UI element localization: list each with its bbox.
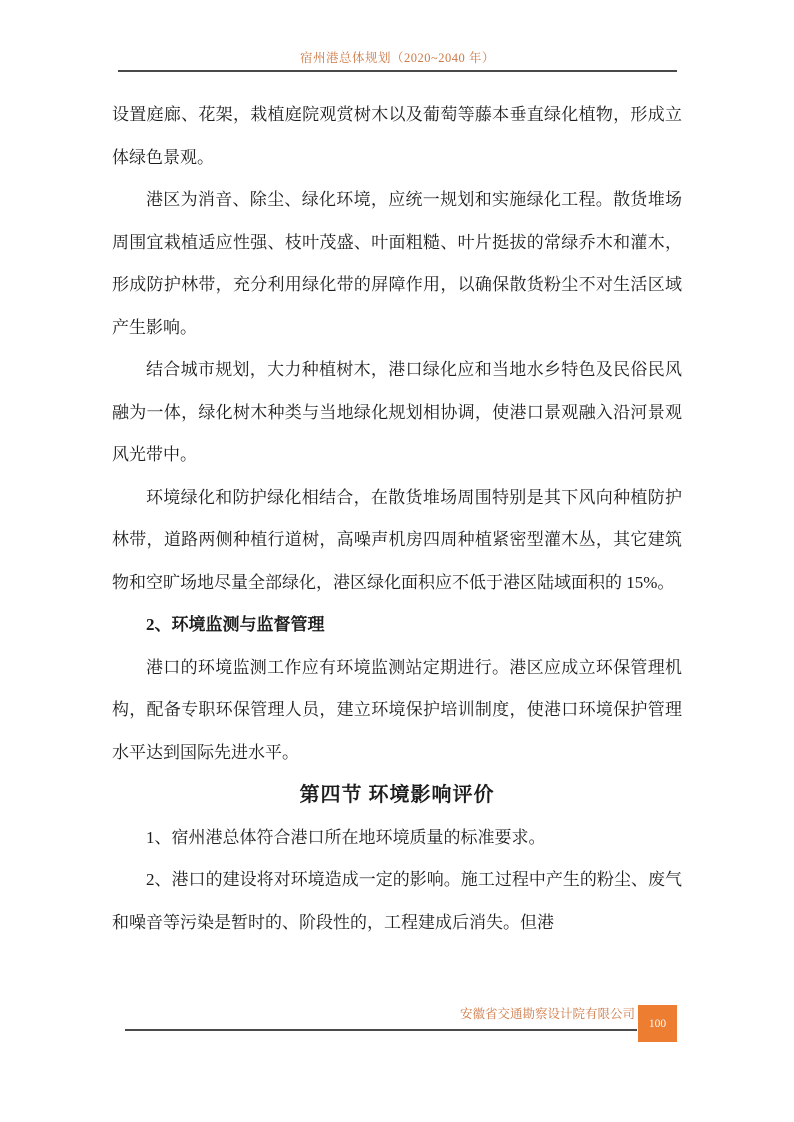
paragraph-impact-item-1: 1、宿州港总体符合港口所在地环境质量的标准要求。 xyxy=(146,827,546,847)
page-header xyxy=(118,0,677,72)
paragraph-protective-greening: 环境绿化和防护绿化相结合，在散货堆场周围特别是其下风向种植防护林带，道路两侧种植行道树，高噪声机房四周种植紧密型灌木丛，其它建筑物和空旷场地尽量全部绿化，港区绿化面积应不低于港区陆域面积的 15%。 xyxy=(112,487,682,592)
paragraph-impact-item-2: 2、港口的建设将对环境造成一定的影响。施工过程中产生的粉尘、废气和噪音等污染是暂时的、阶段性的，工程建成后消失。但港 xyxy=(112,870,682,932)
paragraph-monitoring-management: 港口的环境监测工作应有环境监测站定期进行。港区应成立环保管理机构，配备专职环保管理人员，建立环境保护培训制度，使港口环境保护管理水平达到国际先进水平。 xyxy=(112,657,682,762)
footer-company-name: 安徽省交通勘察设计院有限公司 xyxy=(459,1007,635,1021)
section-heading-environmental-impact: 第四节 环境影响评价 xyxy=(299,784,495,806)
paragraph-port-greening-project: 港区为消音、除尘、绿化环境，应统一规划和实施绿化工程。散货堆场周围宜栽植适应性强、枝叶茂盛、叶面粗糙、叶片挺拔的常绿乔木和灌木，形成防护林带，充分利用绿化带的屏障作用，以确保散货粉尘不对生活区域产生影响。 xyxy=(112,190,682,337)
paragraph-greening-plants: 设置庭廊、花架，栽植庭院观赏树木以及葡萄等藤本垂直绿化植物，形成立体绿色景观。 xyxy=(112,105,682,167)
paragraph-city-planning-greening: 结合城市规划，大力种植树木，港口绿化应和当地水乡特色及民俗民风融为一体，绿化树木种类与当地绿化规划相协调，使港口景观融入沿河景观风光带中。 xyxy=(112,360,682,464)
footer-rule xyxy=(125,1029,637,1031)
sub-heading-environment-monitoring: 2、环境监测与监督管理 xyxy=(146,615,325,634)
document-body xyxy=(112,94,682,944)
page-number-badge: 100 xyxy=(638,1005,677,1042)
header-title: 宿州港总体规划（2020~2040 年） xyxy=(300,51,495,65)
